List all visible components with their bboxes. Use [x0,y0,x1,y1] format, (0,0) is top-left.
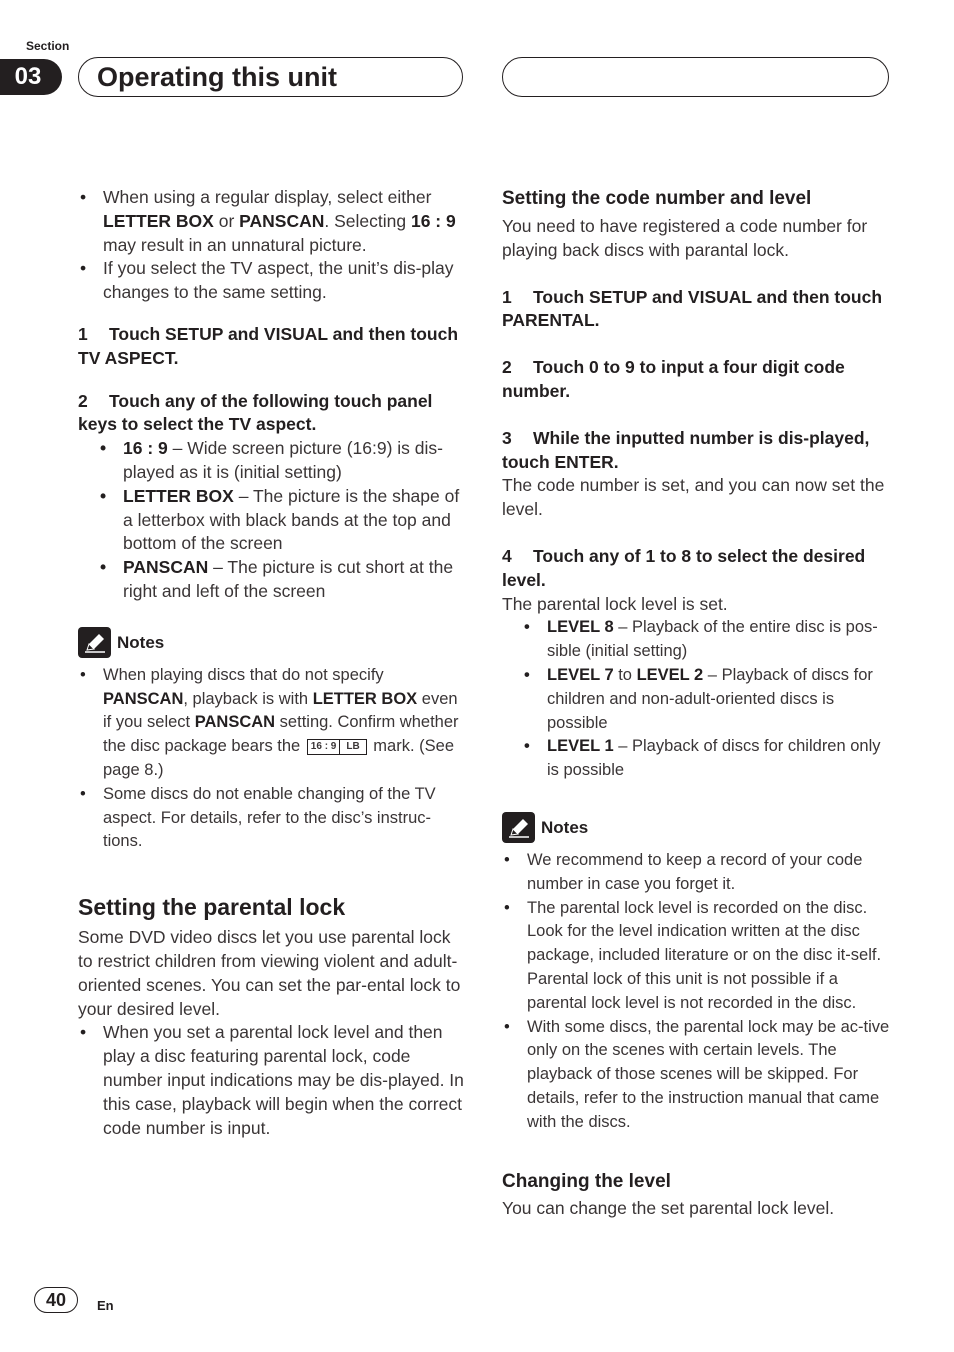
parental-lock-heading: Setting the parental lock [78,894,346,921]
list-item: • PANSCAN – The picture is cut short at the right and left of the screen [98,556,466,604]
step-number: 3 [502,427,512,448]
list-item: • LEVEL 8 – Playback of the entire disc is pos-sible (initial setting) [522,616,892,664]
step-3 [502,427,892,475]
code-number-heading: Setting the code number and level [502,188,812,209]
list-item: • LETTER BOX – The picture is the shape of a letterbox with black bands at the top and bottom of the screen [98,485,466,556]
left-column [78,186,466,1140]
parental-lock-bullets [78,1021,466,1140]
notes-title: Notes [541,818,589,838]
list-item: • When you set a parental lock level and then play a disc featuring parental lock, code number input indications may be dis-played. In this case, playback will begin when the correct code number is input. [78,1021,466,1140]
bold-term: PANSCAN [194,713,276,732]
bold-term: PANSCAN [103,689,184,708]
level-list [522,616,892,783]
bold-term: 16 : 9 [410,210,456,231]
list-item: • When using a regular display, select either LETTER BOX or PANSCAN. Selecting 16 : 9 may result in an unnatural picture. [78,186,466,257]
list-item: • When playing discs that do not specify PANSCAN, playback is with LETTER BOX even if you select PANSCAN setting. Confirm whether the disc package bears the 16 : 9 LB mark. (See page 8.) [78,664,466,783]
notes-list [502,849,892,1135]
pencil-icon [78,627,111,658]
step-number: 2 [502,357,512,378]
section-number-badge: 03 [0,59,62,95]
bold-term: LETTER BOX [103,210,214,231]
changing-level-text: You can change the set parental lock level. [502,1197,835,1218]
step-text: While the inputted number is dis-played, touch ENTER. [502,427,870,472]
step-text: Touch any of the following touch panel keys to select the TV aspect. [78,390,433,435]
bold-term: PANSCAN [239,210,325,231]
step-text: Touch any of 1 to 8 to select the desired level. [502,545,866,590]
step-1 [78,323,466,371]
step-number: 1 [78,323,88,344]
step-1 [502,286,892,334]
step-2 [78,390,466,438]
bold-term: LETTER BOX [123,485,234,506]
list-item: • If you select the TV aspect, the unit’s dis-play changes to the same setting. [78,257,466,305]
right-column [502,186,892,1220]
notes-header [78,626,466,660]
list-item: • With some discs, the parental lock may be ac-tive only on the scenes with certain levels. The playback of those scenes will be skipped. For details, refer to the instruction manual that came with the discs. [502,1016,892,1135]
section-label: Section [26,39,70,53]
page-number: 40 [34,1287,78,1313]
bold-term: LEVEL 1 [547,737,614,756]
changing-level-heading: Changing the level [502,1170,671,1192]
step-2 [502,356,892,404]
list-item: • LEVEL 1 – Playback of discs for children only is possible [522,735,892,783]
aspect-option-list [98,437,466,604]
step-text: Touch 0 to 9 to input a four digit code number. [502,357,845,401]
bold-term: LETTER BOX [312,689,418,708]
code-number-intro: You need to have registered a code number for playing back discs with parantal lock. [502,216,868,260]
intro-bullet-list [78,186,466,305]
step-text: Touch SETUP and VISUAL and then touch PARENTAL. [502,286,883,331]
bold-term: PANSCAN [123,557,209,578]
step-number: 1 [502,286,512,307]
language-label: En [97,1298,114,1313]
bold-term: LEVEL 7 [547,665,614,684]
notes-header [502,811,892,845]
parental-lock-intro: Some DVD video discs let you use parental lock to restrict children from viewing violent and adult-oriented scenes. You can set the par-ental lock to your desired level. [78,927,461,1019]
page-title: Operating this unit [78,57,463,97]
aspect-mark-icon: 16 : 9 LB [307,739,367,755]
step-4-description: The parental lock level is set. [502,593,728,614]
step-text: Touch SETUP and VISUAL and then touch TV ASPECT. [78,323,459,368]
list-item: • LEVEL 7 to LEVEL 2 – Playback of discs for children and non-adult-oriented discs is possible [522,664,892,735]
bold-term: LEVEL 8 [547,618,614,637]
bold-term: 16 : 9 [123,438,168,459]
step-number: 2 [78,390,88,411]
list-item: • The parental lock level is recorded on the disc. Look for the level indication written at the disc package, included literature or on the disc it-self. Parental lock of this unit is not possible if a parental lock level is not recorded in the disc. [502,897,892,1016]
step-3-description: The code number is set, and you can now set the level. [502,475,885,520]
bold-term: LEVEL 2 [636,665,704,684]
list-item: • Some discs do not enable changing of the TV aspect. For details, refer to the disc’s instruc-tions. [78,783,466,854]
header-blank-box [502,57,889,97]
list-item: • 16 : 9 – Wide screen picture (16:9) is dis-played as it is (initial setting) [98,437,466,485]
notes-title: Notes [117,632,165,652]
step-4 [502,545,892,593]
step-number: 4 [502,545,512,566]
list-item: • We recommend to keep a record of your code number in case you forget it. [502,849,892,897]
notes-list [78,664,466,854]
pencil-icon [502,812,535,843]
